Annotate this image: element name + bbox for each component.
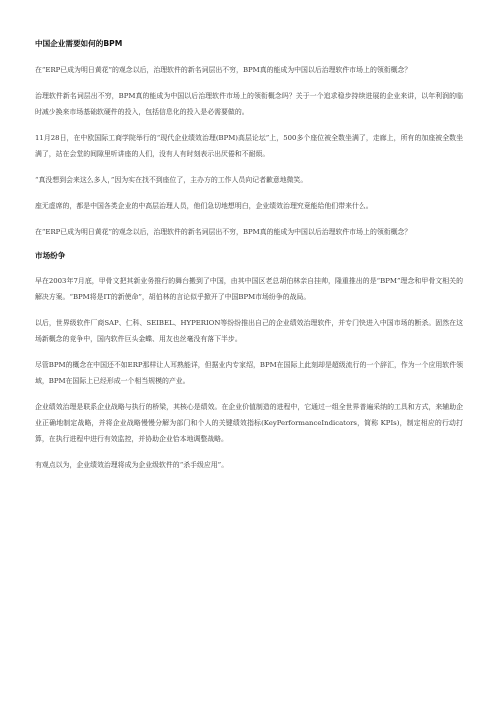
- paragraph: “真没想到会来这么多人，”因为实在找不到座位了，主办方的工作人员向记者歉意地微笑。: [35, 176, 308, 184]
- paragraph: 座无虚席的，都是中国各类企业的中高层治理人员，他们急切地想明白，企业绩效治理究竟能给他们带来什么。: [35, 202, 373, 210]
- paragraph: 11月28日，在中欧国际工商学院举行的“现代企业绩效治理(BPM)高层论坛”上，500多个座位被全数坐满了，走廊上，所有的加座被全数坐满了，站在会堂的间隙里听讲座的人们，没有人有时刻表示出厌倦和不耐烦。: [35, 134, 463, 158]
- paragraph: 尽管BPM的概念在中国还不如ERP那样让人耳熟能详，但据业内专家绍，BPM在国际上此刻却是超级流行的一个辞汇，作为一个应用软件领域，BPM在国际上已经形成一个相当规模的产业。: [35, 361, 463, 385]
- section-heading: 市场纷争: [35, 251, 66, 260]
- paragraph: 在“ERP已成为明日黄花”的观念以后，治理软件的新名词层出不穷，BPM真的能成为中国以后治理软件市场上的领衔概念？: [35, 66, 412, 74]
- paragraph: 在“ERP已成为明日黄花”的观念以后，治理软件的新名词层出不穷，BPM真的能成为中国以后治理软件市场上的领衔概念？: [35, 228, 412, 236]
- document-title: 中国企业需要如何的BPM: [35, 39, 123, 48]
- paragraph: 治理软件新名词层出不穷，BPM真的能成为中国以后治理软件市场上的领衔概念吗？关于一个追求稳步持续进展的企业来讲，以年利润的临时减少换来市场基础软硬件的投入，包括信息化的投入是必需要做的。: [35, 92, 463, 116]
- paragraph: 以后，世界级软件厂商SAP、仁科、SEIBEL、HYPERION等纷纷推出自己的企业绩效治理软件，并专门快进入中国市场的断杀。固然在这场新概念的竞争中，国内软件巨头金蝶、用友也丝毫没有落下半步。: [35, 319, 463, 343]
- paragraph: 企业绩效治理是联系企业战略与执行的桥梁，其核心是绩效。在企业价值制造的进程中，它通过一组全世界普遍采纳的工具和方式，来辅助企业正确地制定战略，并将企业战略慢慢分解为部门和个人的关键绩效指标(KeyPerformanceIndicators，简称 KPIs)，制定相应的行动打算，在执行进程中进行有效监控，并协助企业恰本地调整战略。: [35, 403, 463, 443]
- paragraph: 有观点以为，企业绩效治理将成为企业级软件的“杀手级应用”。: [35, 461, 229, 469]
- document-page: [35, 38, 463, 483]
- paragraph: 早在2003年7月底，甲骨文把其新业务推行的舞台搬到了中国，由其中国区老总胡伯林亲自挂帅，隆重推出的是“BPM”理念和甲骨文相关的解决方案。“BPM将是IT的新使命”，胡伯林的言论似乎掀开了中国BPM市场纷争的战局。: [35, 277, 463, 301]
